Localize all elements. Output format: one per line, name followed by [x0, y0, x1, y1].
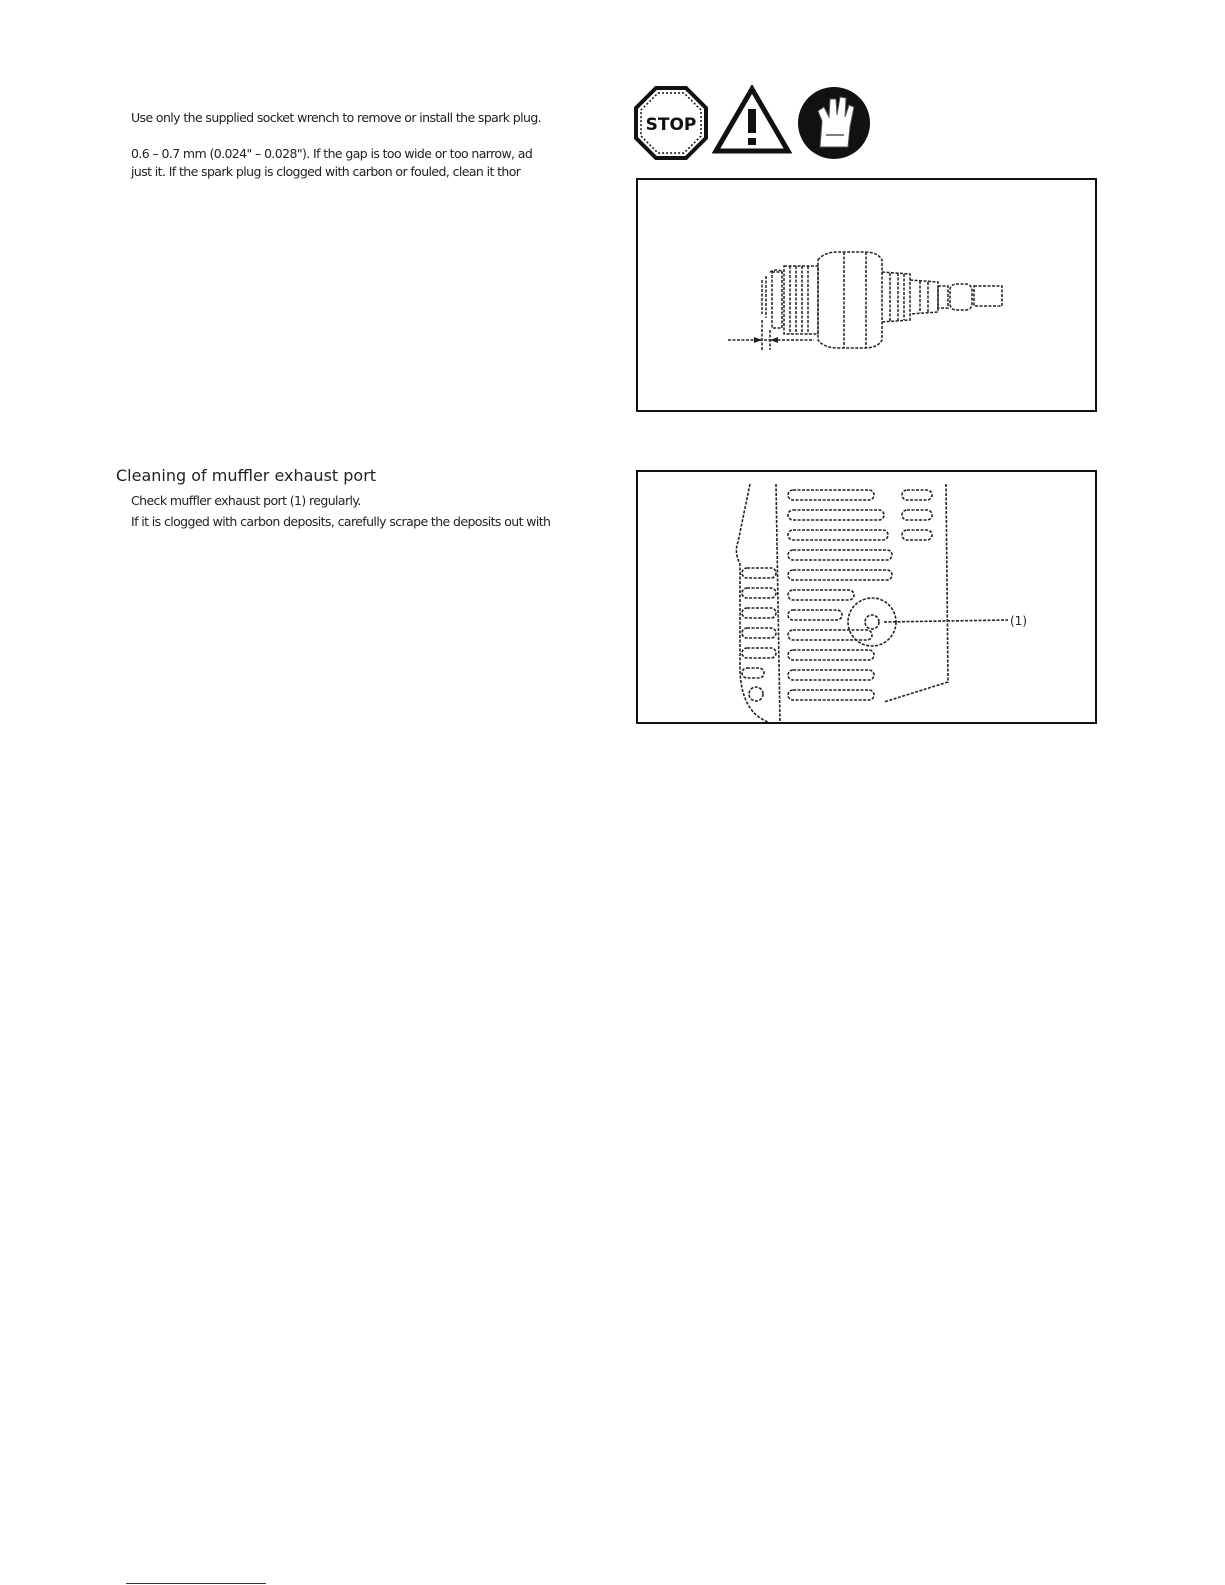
muffler-instruction-2: If it is clogged with carbon deposits, carefully scrape the deposits out with: [131, 514, 551, 529]
warning-triangle-icon: [712, 85, 792, 159]
muffler-figure: [636, 470, 1097, 724]
spark-plug-instruction-1: Use only the supplied socket wrench to remove or install the spark plug.: [131, 110, 542, 125]
exhaust-port-callout: (1): [1010, 614, 1027, 628]
footer-rule: [126, 1583, 266, 1584]
muffler-instruction-1: Check muffler exhaust port (1) regularly.: [131, 493, 361, 508]
wear-gloves-icon: [796, 85, 872, 165]
spark-plug-cleaning-note: just it. If the spark plug is clogged with carbon or fouled, clean it thor: [131, 164, 521, 179]
spark-plug-gap-spec: 0.6 – 0.7 mm (0.024" – 0.028"). If the gap is too wide or too narrow, ad: [131, 146, 533, 161]
muffler-diagram: [638, 472, 1095, 722]
stop-sign-icon: [633, 85, 709, 165]
stop-sign-label: STOP: [645, 115, 697, 135]
section-heading: Cleaning of muffler exhaust port: [116, 466, 377, 485]
spark-plug-diagram: [638, 180, 1095, 410]
spark-plug-figure: [636, 178, 1097, 412]
